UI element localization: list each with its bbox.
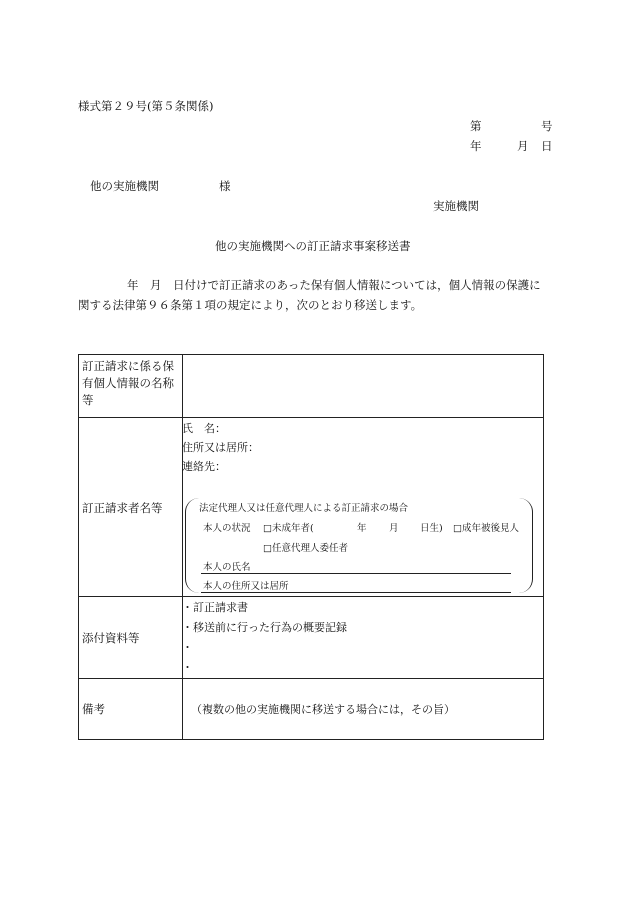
requester-name: 氏 名：: [182, 422, 226, 435]
row-remarks: [79, 679, 543, 739]
option-month: 月: [389, 523, 399, 534]
status-label: 本人の状況: [203, 523, 251, 534]
option-minor[interactable]: □未成年者(: [263, 523, 314, 534]
principal-name-underline: [201, 573, 511, 574]
label-attachments: 添付資料等: [82, 631, 140, 645]
label-info-name-3: 等: [82, 393, 94, 407]
addressee-org: 他の実施機関: [90, 179, 159, 193]
row-attachments: [79, 597, 543, 679]
doc-number-prefix: 第: [470, 119, 482, 133]
option-adult-guardian[interactable]: □成年被後見人: [453, 523, 519, 534]
date-month: 月: [517, 139, 529, 153]
addressee-honorific: 様: [219, 179, 231, 193]
principal-address: 本人の住所又は居所: [203, 581, 289, 592]
label-remarks: 備考: [82, 702, 105, 716]
attachment-item-3: ・: [182, 641, 193, 654]
attachment-item-4: ・: [182, 661, 193, 674]
option-year: 年: [357, 523, 367, 534]
date-day: 日: [541, 139, 553, 153]
option-birth: 日生): [420, 523, 443, 534]
label-requester: 訂正請求者名等: [82, 501, 163, 515]
principal-address-underline: [201, 592, 511, 593]
row-info-name: [79, 355, 543, 418]
label-info-name-1: 訂正請求に係る保: [82, 359, 174, 373]
body-line-2: 関する法律第９６条第１項の規定により，次のとおり移送します。: [78, 298, 423, 312]
option-agent[interactable]: □任意代理人委任者: [263, 543, 348, 554]
date-year: 年: [470, 139, 482, 153]
rep-header: 法定代理人又は任意代理人による訂正請求の場合: [199, 503, 409, 514]
row-requester: [79, 418, 543, 597]
form-number: 様式第２９号(第５条関係): [78, 99, 214, 113]
document-title: 他の実施機関への訂正請求事案移送書: [215, 239, 411, 253]
attachment-item-2: ・移送前に行った行為の概要記録: [182, 621, 347, 634]
label-info-name-2: 有個人情報の名称: [82, 376, 174, 390]
requester-contact: 連絡先：: [182, 460, 226, 473]
principal-name: 本人の氏名: [203, 562, 251, 573]
requester-address: 住所又は居所：: [182, 441, 259, 454]
sender: 実施機関: [433, 199, 479, 213]
transfer-table: [78, 354, 544, 740]
doc-number-suffix: 号: [541, 119, 553, 133]
attachment-item-1: ・訂正請求書: [182, 601, 248, 614]
body-line-1: 年 月 日付けで訂正請求のあった保有個人情報については，個人情報の保護に: [127, 278, 541, 292]
remarks-note: （複数の他の実施機関に移送する場合には，その旨）: [191, 703, 455, 716]
